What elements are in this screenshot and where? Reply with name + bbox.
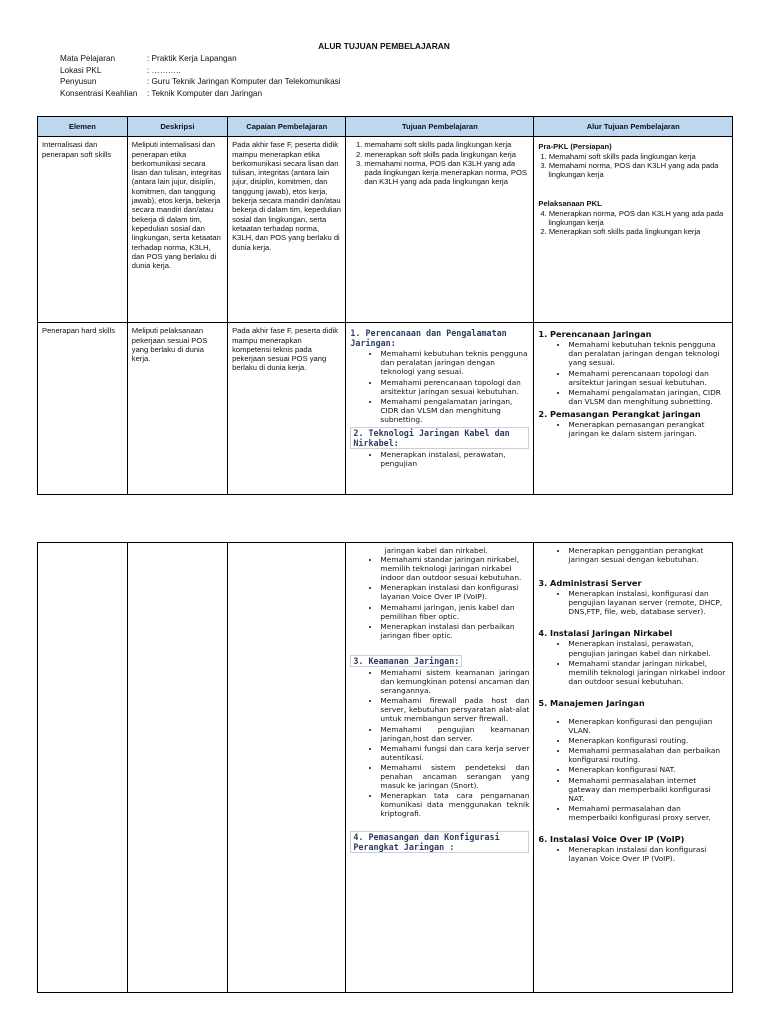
list-item: • Memahami standar jaringan nirkabel, memilih teknologi jaringan nirkabel indoor dan outdoor sesuai kebutuhan. bbox=[380, 555, 529, 582]
list-item: • Memahami jaringan, jenis kabel dan pemilihan fiber optic. bbox=[380, 603, 529, 621]
tp-heading: 4. Pemasangan dan Konfigurasi Perangkat Jaringan : bbox=[350, 831, 529, 853]
list-item: • Memahami pengujian keamanan jaringan,host dan server. bbox=[380, 725, 529, 743]
atp-table-page1 bbox=[37, 116, 733, 495]
meta-value: : Praktik Kerja Lapangan bbox=[147, 54, 237, 63]
list-item: • Memahami kebutuhan teknis pengguna dan peralatan jaringan dengan teknologi yang sesuai. bbox=[568, 340, 728, 367]
list-item: • Menerapkan instalasi dan konfigurasi layanan Voice Over IP (VoIP). bbox=[380, 583, 529, 601]
list-item: • Memahami sistem pendeteksi dan penahan ancaman serangan yang masuk ke jaringan (Snort). bbox=[380, 763, 529, 790]
list-item: • Memahami permasalahan internet gateway dan memperbaiki konfigurasi NAT. bbox=[568, 776, 728, 803]
list-item: 3. Memahami norma, POS dan K3LH yang ada pada lingkungan kerja bbox=[540, 160, 719, 180]
list-item: • Menerapkan instalasi, perawatan, pengujian bbox=[380, 450, 529, 468]
atp-heading: 5. Manajemen Jaringan bbox=[538, 697, 645, 708]
cell-elemen bbox=[38, 543, 128, 993]
list-item: • Menerapkan instalasi dan konfigurasi layanan Voice Over IP (VoIP). bbox=[568, 845, 728, 863]
meta-label: Konsentrasi Keahlian bbox=[60, 88, 138, 98]
list-item: 1. memahami soft skills pada lingkungan kerja bbox=[364, 140, 529, 149]
list-item: • Menerapkan penggantian perangkat jaringan sesuai dengan kebutuhan. bbox=[568, 546, 728, 564]
list-item: • Menerapkan tata cara pengamanan komunikasi data menggunakan teknik kriptografi. bbox=[380, 791, 529, 818]
header-deskripsi: Deskripsi bbox=[127, 117, 227, 137]
tp-list bbox=[350, 450, 529, 468]
list-item: • Menerapkan instalasi, perawatan, pengujian jaringan kabel dan nirkabel. bbox=[568, 639, 728, 657]
meta-value: : ……….. bbox=[147, 65, 181, 75]
document-meta bbox=[60, 53, 341, 99]
tp-heading: 2. Teknologi Jaringan Kabel dan Nirkabel: bbox=[350, 427, 529, 449]
list-item: 2. Menerapkan soft skills pada lingkungan kerja bbox=[540, 227, 701, 237]
cell-alur bbox=[534, 137, 733, 323]
cell-elemen: Penerapan hard skills bbox=[38, 323, 128, 495]
list-item: • Memahami perencanaan topologi dan arsitektur jaringan sesuai kebutuhan. bbox=[380, 378, 529, 396]
table-header-row bbox=[38, 117, 733, 137]
tp-list bbox=[350, 555, 529, 640]
meta-value: : Guru Teknik Jaringan Komputer dan Telekomunikasi bbox=[147, 77, 341, 87]
list-item: 2. menerapkan soft skills pada lingkungan kerja bbox=[364, 150, 529, 159]
meta-label: Mata Pelajaran bbox=[60, 54, 116, 63]
page-title: ALUR TUJUAN PEMBELAJARAN bbox=[318, 41, 450, 51]
tp-list bbox=[350, 349, 529, 424]
list-item: • Memahami pengalamatan jaringan, CIDR dan VLSM dan menghitung subnetting. bbox=[568, 388, 728, 406]
cell-elemen: Internalisasi dan penerapan soft skills bbox=[38, 137, 128, 323]
atp-list bbox=[538, 546, 728, 564]
tp-list bbox=[350, 668, 529, 819]
header-capaian: Capaian Pembelajaran bbox=[228, 117, 346, 137]
list-item: • Memahami fungsi dan cara kerja server autentikasi. bbox=[380, 744, 529, 762]
list-item: 4. Menerapkan norma, POS dan K3LH yang ada pada lingkungan kerja bbox=[540, 208, 724, 228]
list-item: • Menerapkan pemasangan perangkat jaringan ke dalam sistem jaringan. bbox=[568, 420, 728, 438]
table-row bbox=[38, 137, 733, 323]
table-row bbox=[38, 323, 733, 495]
list-item: • Memahami permasalahan dan memperbaiki konfigurasi proxy server. bbox=[568, 804, 728, 822]
atp-heading: 4. Instalasi Jaringan Nirkabel bbox=[538, 628, 673, 639]
cell-capaian: Pada akhir fase F, peserta didik mampu menerapkan kompetensi teknis pada pekerjaan sesuai POS yang berlaku di dunia kerja. bbox=[228, 323, 346, 495]
table-row bbox=[38, 543, 733, 993]
cell-deskripsi bbox=[127, 543, 227, 993]
list-item: • Memahami sistem keamanan jaringan dan kemungkinan potensi ancaman dan serangannya. bbox=[380, 668, 529, 695]
list-item: 3. memahami norma, POS dan K3LH yang ada pada lingkungan kerja menerapkan norma, POS dan K3LH yang ada pada lingkungan kerja bbox=[364, 159, 529, 187]
atp-heading: 6. Instalasi Voice Over IP (VoIP) bbox=[538, 833, 685, 844]
cell-deskripsi: Meliputi pelaksanaan pekerjaan sesuai POS yang berlaku di dunia kerja. bbox=[127, 323, 227, 495]
atp-list bbox=[538, 420, 728, 438]
tujuan-list bbox=[350, 140, 529, 186]
header-tujuan: Tujuan Pembelajaran bbox=[346, 117, 534, 137]
atp-list bbox=[538, 340, 728, 406]
atp-list bbox=[538, 589, 728, 616]
atp-list bbox=[538, 717, 728, 822]
list-item: • Memahami firewall pada host dan server, kebutuhan persyaratan alat-alat untuk membangun server firewall. bbox=[380, 696, 529, 723]
list-item: • Menerapkan instalasi, konfigurasi dan pengujian layanan server (remote, DHCP, DNS,FTP, file, web, database server). bbox=[568, 589, 728, 616]
cell-capaian bbox=[228, 543, 346, 993]
atp-section-title: Pra-PKL (Persiapan) bbox=[538, 142, 612, 152]
list-item: • Menerapkan konfigurasi routing. bbox=[568, 736, 728, 745]
cell-deskripsi: Meliputi internalisasi dan penerapan etika berkomunikasi secara lisan dan tulisan, integritas (antara lain jujur, disiplin, komitmen, dan tanggung jawab), etos kerja, bekerja secara mandiri dan/atau bekerja di dalam tim, kepedulian sosial dan lingkungan, serta ketaatan terhadap norma, K3LH, dan POS yang berlaku di dunia kerja. bbox=[127, 137, 227, 323]
list-item: • Menerapkan konfigurasi NAT. bbox=[568, 765, 728, 774]
meta-row bbox=[60, 76, 341, 88]
header-elemen: Elemen bbox=[38, 117, 128, 137]
meta-row bbox=[60, 53, 341, 65]
atp-section-title: Pelaksanaan PKL bbox=[538, 199, 602, 209]
cell-capaian: Pada akhir fase F, peserta didik mampu menerapkan etika berkomunikasi secara lisan dan tulisan, integritas (antara lain jujur, disiplin, komitmen, dan tanggung jawab), etos kerja, bekerja secara mandiri dan/atau bekerja di dalam tim, kepedulian sosial dan lingkungan, serta ketaatan terhadap norma, K3LH, dan POS yang berlaku di dunia kerja. bbox=[228, 137, 346, 323]
meta-row bbox=[60, 88, 341, 100]
meta-value: : Teknik Komputer dan Jaringan bbox=[147, 88, 262, 98]
list-item: • Memahami kebutuhan teknis pengguna dan peralatan jaringan dengan teknologi yang sesuai. bbox=[380, 349, 529, 376]
atp-list bbox=[538, 639, 728, 685]
cell-tujuan bbox=[346, 137, 534, 323]
meta-row bbox=[60, 65, 341, 77]
cell-alur bbox=[534, 323, 733, 495]
atp-table-page2 bbox=[37, 542, 733, 993]
list-item: • Memahami permasalahan dan perbaikan konfigurasi routing. bbox=[568, 746, 728, 764]
list-item: • Memahami perencanaan topologi dan arsitektur jaringan sesuai kebutuhan. bbox=[568, 369, 728, 387]
header-alur: Alur Tujuan Pembelajaran bbox=[534, 117, 733, 137]
list-item: • Memahami pengalamatan jaringan, CIDR dan VLSM dan menghitung subnetting. bbox=[380, 397, 529, 424]
tp-continued: jaringan kabel dan nirkabel. bbox=[384, 546, 488, 555]
list-item: • Menerapkan konfigurasi dan pengujian VLAN. bbox=[568, 717, 728, 735]
atp-heading: 3. Administrasi Server bbox=[538, 578, 642, 589]
meta-label: Lokasi PKL bbox=[60, 65, 102, 75]
list-item: 1. Memahami soft skills pada lingkungan kerja bbox=[540, 151, 696, 161]
atp-heading: 1. Perencanaan Jaringan bbox=[538, 329, 652, 340]
atp-heading: 2. Pemasangan Perangkat jaringan bbox=[538, 408, 701, 419]
cell-tujuan bbox=[346, 323, 534, 495]
meta-label: Penyusun bbox=[60, 77, 97, 87]
cell-alur bbox=[534, 543, 733, 993]
atp-list bbox=[538, 845, 728, 863]
cell-tujuan bbox=[346, 543, 534, 993]
list-item: • Memahami standar jaringan nirkabel, memilih teknologi jaringan nirkabel indoor dan outdoor sesuai kebutuhan. bbox=[568, 659, 728, 686]
list-item: • Menerapkan instalasi dan perbaikan jaringan fiber optic. bbox=[380, 622, 529, 640]
tp-heading: 1. Perencanaan dan Pengalamatan Jaringan: bbox=[350, 328, 507, 349]
tp-heading: 3. Keamanan Jaringan: bbox=[350, 655, 462, 667]
